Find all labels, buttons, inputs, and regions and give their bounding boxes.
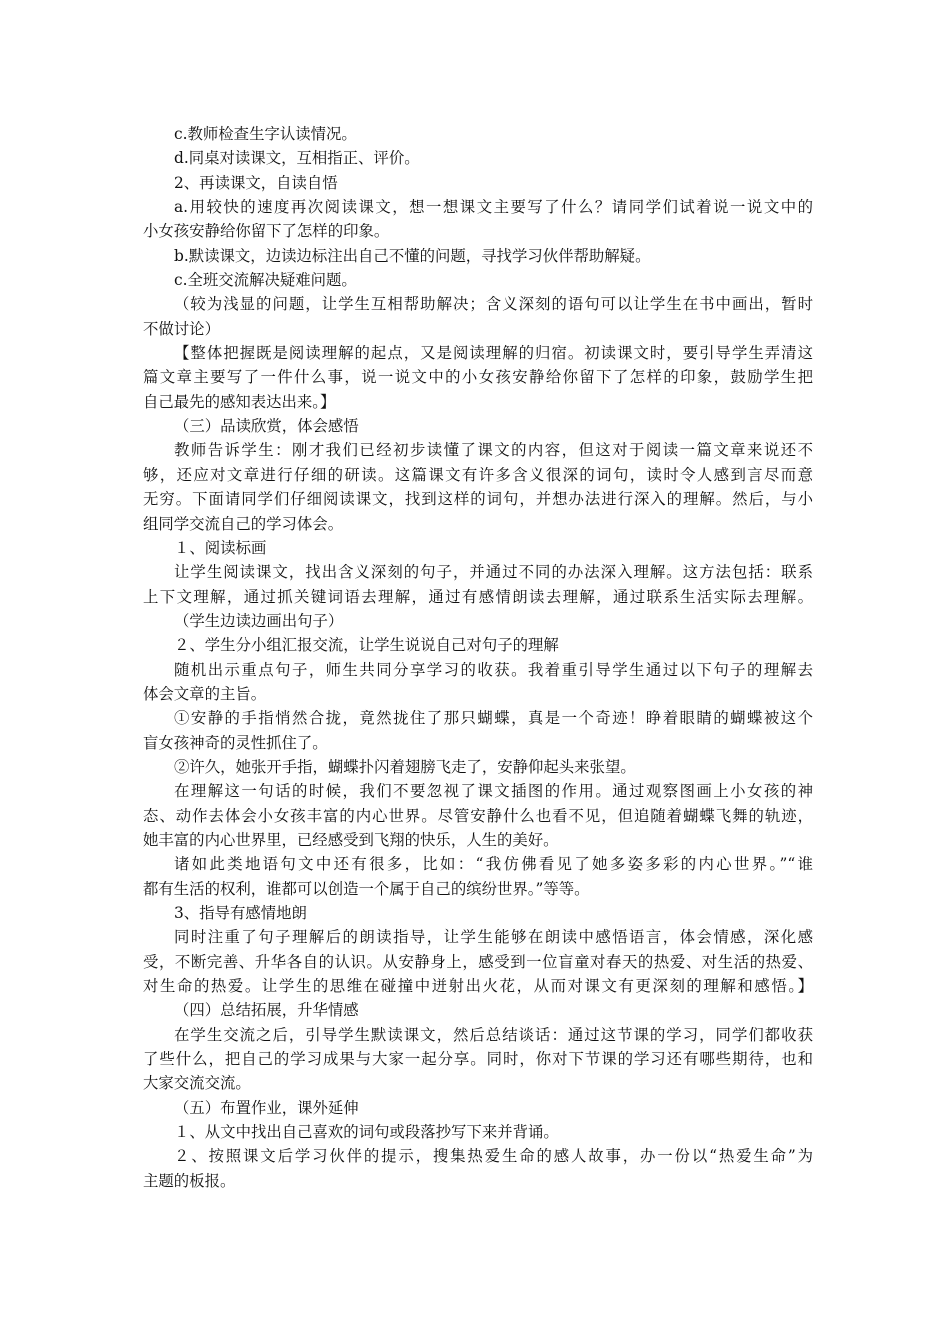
text-line: １、从文中找出自己喜欢的词句或段落抄写下来并背诵。 <box>174 1123 559 1142</box>
text-line: 同时注重了句子理解后的朗读指导，让学生能够在朗读中感悟语言，体会情感，深化感 <box>174 928 813 947</box>
section-heading: 3、指导有感情地朗 <box>174 904 307 922</box>
section-heading: （四）总结拓展，升华情感 <box>174 1001 359 1020</box>
text-line: 对生命的热爱。让学生的思维在碰撞中迸射出火花，从而对课文有更深刻的理解和感悟。】 <box>143 977 813 996</box>
text-line: a.用较快的速度再次阅读课文，想一想课文主要写了什么？请同学们试着说一说文中的 <box>174 198 813 217</box>
text-line: c.教师检查生字认读情况。 <box>174 125 357 143</box>
document-page <box>143 122 813 1193</box>
text-line: （较为浅显的问题，让学生互相帮助解决；含义深刻的语句可以让学生在书中画出，暂时 <box>174 295 813 314</box>
text-line: 随机出示重点句子，师生共同分享学习的收获。我着重引导学生通过以下句子的理解去 <box>174 660 813 679</box>
text-line: 盲女孩神奇的灵性抓住了。 <box>143 733 328 752</box>
text-line: 体会文章的主旨。 <box>143 684 267 703</box>
text-line: 诸如此类地语句文中还有很多，比如：“我仿佛看见了她多姿多彩的内心世界。”“谁 <box>174 855 813 874</box>
text-line: 自己最先的感知表达出来。】 <box>143 392 336 411</box>
text-line: （学生边读边画出句子） <box>174 611 344 630</box>
text-line: 够，还应对文章进行仔细的研读。这篇课文有许多含义很深的词句，读时令人感到言尽而意 <box>143 465 813 484</box>
text-line: 上下文理解，通过抓关键词语去理解，通过有感情朗读去理解，通过联系生活实际去理解。 <box>143 587 813 606</box>
text-line: 主题的板报。 <box>143 1171 236 1190</box>
text-line: 都有生活的权利，谁都可以创造一个属于自己的缤纷世界。”等等。 <box>143 879 590 898</box>
section-heading: １、阅读标画 <box>174 538 267 557</box>
text-line: 无穷。下面请同学们仔细阅读课文，找到这样的词句，并想办法进行深入的理解。然后，与小 <box>143 490 813 509</box>
text-line: 态、动作去体会小女孩丰富的内心世界。尽管安静什么也看不见，但追随着蝴蝶飞舞的轨迹， <box>143 806 813 825</box>
section-heading: （五）布置作业，课外延伸 <box>174 1098 359 1117</box>
text-line: 她丰富的内心世界里，已经感受到飞翔的快乐，人生的美好。 <box>143 830 559 849</box>
text-line: 让学生阅读课文，找出含义深刻的句子，并通过不同的办法深入理解。这方法包括：联系 <box>174 563 813 582</box>
text-line: 小女孩安静给你留下了怎样的印象。 <box>143 222 390 241</box>
text-line: c.全班交流解决疑难问题。 <box>174 271 357 290</box>
text-line: ②许久，她张开手指，蝴蝶扑闪着翅膀飞走了，安静仰起头来张望。 <box>174 757 636 776</box>
text-line: b.默读课文，边读边标注出自己不懂的问题，寻找学习伙伴帮助解疑。 <box>174 246 651 265</box>
text-line: 组同学交流自己的学习体会。 <box>143 514 344 533</box>
text-line: ２、按照课文后学习伙伴的提示，搜集热爱生命的感人故事，办一份以“热爱生命”为 <box>174 1147 813 1166</box>
text-line: 篇文章主要写了一件什么事，说一说文中的小女孩安静给你留下了怎样的印象，鼓励学生把 <box>143 368 813 387</box>
text-line: 不做讨论） <box>143 319 220 338</box>
section-heading: （三）品读欣赏，体会感悟 <box>174 417 359 436</box>
section-heading: ２、学生分小组汇报交流，让学生说说自己对句子的理解 <box>174 636 559 655</box>
text-line: 教师告诉学生：刚才我们已经初步读懂了课文的内容，但这对于阅读一篇文章来说还不 <box>174 441 813 460</box>
text-line: 【整体把握既是阅读理解的起点，又是阅读理解的归宿。初读课文时，要引导学生弄清这 <box>174 344 813 363</box>
text-line: ①安静的手指悄然合拢，竟然拢住了那只蝴蝶，真是一个奇迹！睁着眼睛的蝴蝶被这个 <box>174 709 813 728</box>
text-line: 在学生交流之后，引导学生默读课文，然后总结谈话：通过这节课的学习，同学们都收获 <box>174 1025 813 1044</box>
section-heading: 2、再读课文，自读自悟 <box>174 173 338 192</box>
text-line: 了些什么，把自己的学习成果与大家一起分享。同时，你对下节课的学习还有哪些期待，也和 <box>143 1050 813 1069</box>
text-line: 受，不断完善、升华各自的认识。从安静身上，感受到一位盲童对春天的热爱、对生活的热爱、 <box>143 952 813 971</box>
text-line: 大家交流交流。 <box>143 1074 251 1093</box>
text-line: 在理解这一句话的时候，我们不要忽视了课文插图的作用。通过观察图画上小女孩的神 <box>174 782 813 801</box>
text-line: d.同桌对读课文，互相指正、评价。 <box>174 149 420 168</box>
